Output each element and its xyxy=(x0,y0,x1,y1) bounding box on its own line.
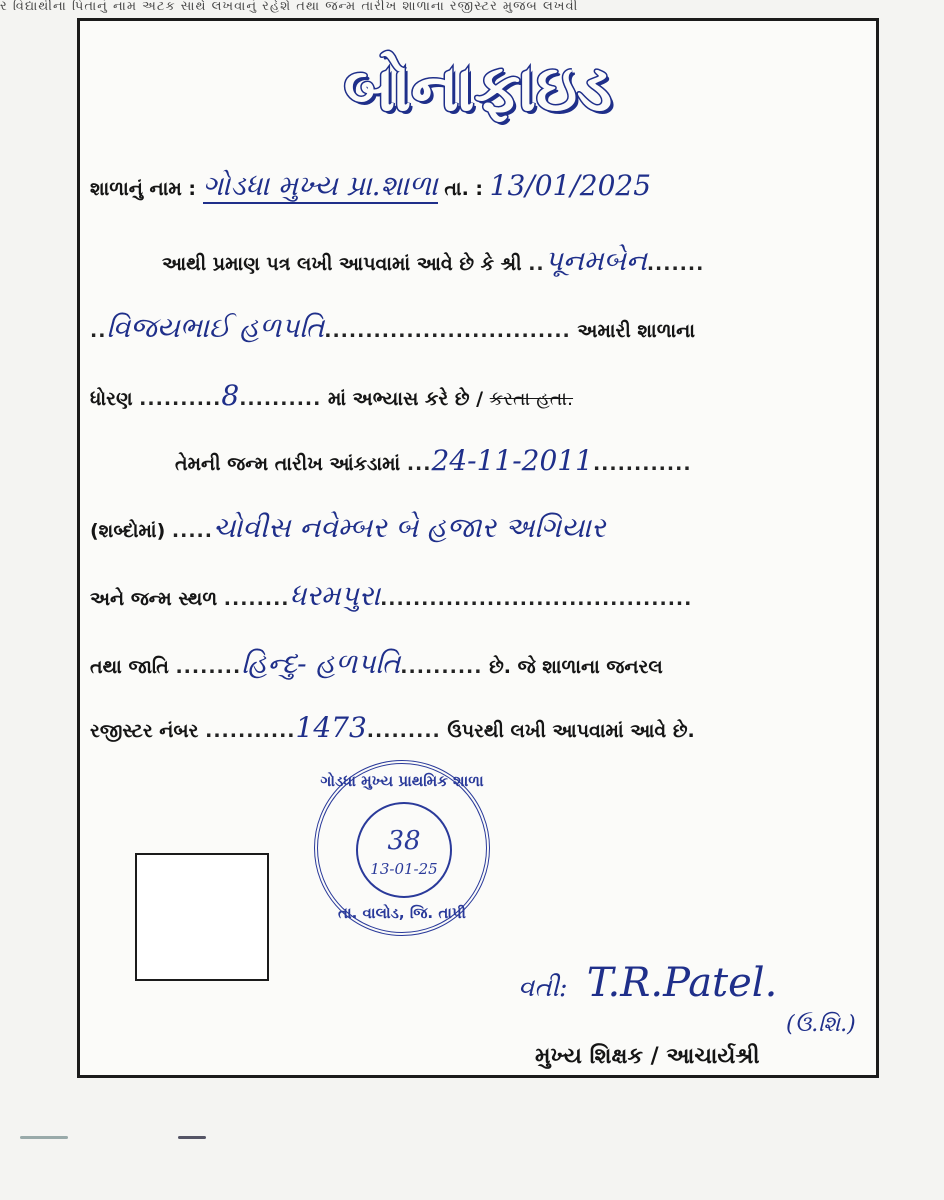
signature-note: (ઉ.શિ.) xyxy=(786,1012,856,1037)
certificate-title: બોનાફાઇડ xyxy=(343,52,613,126)
dob-value: 24-11-2011 xyxy=(431,444,593,477)
standard-value: 8 xyxy=(221,379,240,412)
signature xyxy=(518,960,777,1006)
school-row xyxy=(90,171,651,204)
photo-box xyxy=(135,853,269,981)
our-school-text: અમારી શાળાના xyxy=(577,320,695,342)
header-strip-text: ર વિદ્યાર્થીના પિતાનું નામ અટક સાથે લખવાનું રહેશે તથા જન્મ તારીખ શાળાના રજીસ્ટર મુજબ લખવી xyxy=(0,0,579,14)
birthplace-row: અને જન્મ સ્થળ ........ધરમપુરા...................................... xyxy=(90,579,693,612)
student-name-row: ..વિજયભાઈ હળપતિ.............................. અમારી શાળાના xyxy=(90,311,695,344)
standard-struck-text: કરતા હતા. xyxy=(489,388,574,410)
paper-mark xyxy=(178,1136,206,1139)
standard-suffix: માં અભ્યાસ કરે છે / xyxy=(328,388,484,410)
school-stamp xyxy=(314,760,490,936)
dob-words: ચોવીસ નવેમ્બર બે હજાર અગિયાર xyxy=(212,511,606,544)
register-row: રજીસ્ટર નંબર ...........1473......... ઉપરથી લખી આપવામાં આવે છે. xyxy=(90,711,695,744)
standard-row: ધોરણ ..........8.......... માં અભ્યાસ કરે છે / કરતા હતા. xyxy=(90,379,574,412)
stamp-bottom-text: તા. વાલોડ, જિ. તાપી xyxy=(338,904,466,922)
dob-words-row: (શબ્દોમાં) .....ચોવીસ નવેમ્બર બે હજાર અગિયાર xyxy=(90,511,606,544)
dob-row: તેમની જન્મ તારીખ આંકડામાં ...24-11-2011............ xyxy=(175,444,692,477)
signature-name: T.R.Patel. xyxy=(586,960,778,1006)
school-name: ગોડધા મુખ્ય પ્રા.શાળા xyxy=(202,169,438,202)
intro-text: આથી પ્રમાણ પત્ર લખી આપવામાં આવે છે કે શ્રી xyxy=(162,253,522,275)
intro-row: આથી પ્રમાણ પત્ર લખી આપવામાં આવે છે કે શ્રી ..પૂનમબેન....... xyxy=(162,244,705,277)
date-value: 13/01/2025 xyxy=(489,169,652,202)
standard-label: ધોરણ xyxy=(90,388,133,410)
birthplace-value: ધરમપુરા xyxy=(289,579,381,612)
register-label: રજીસ્ટર નંબર xyxy=(90,720,199,742)
dob-label: તેમની જન્મ તારીખ આંકડામાં xyxy=(175,453,401,475)
caste-row: તથા જાતિ ........હિન્દુ- હળપતિ.......... છે. જે શાળાના જનરલ xyxy=(90,647,663,680)
student-first-name: પૂનમબેન xyxy=(544,244,647,277)
stamp-date: 13-01-25 xyxy=(370,860,438,878)
register-number: 1473 xyxy=(295,711,367,744)
school-label: શાળાનું નામ : xyxy=(90,178,196,200)
student-rest-name: વિજયભાઈ હળપતિ xyxy=(106,311,325,344)
paper-mark xyxy=(20,1136,68,1139)
caste-suffix: છે. જે શાળાના જનરલ xyxy=(489,656,663,678)
stamp-inner-circle xyxy=(356,802,452,898)
stamp-top-text: ગોડધા મુખ્ય પ્રાથમિક શાળા xyxy=(320,772,484,790)
caste-label: તથા જાતિ xyxy=(90,656,169,678)
caste-value: હિન્દુ- હળપતિ xyxy=(241,647,401,680)
birthplace-label: અને જન્મ સ્થળ xyxy=(90,588,218,610)
stamp-number: 38 xyxy=(387,826,421,856)
date-label: તા. : xyxy=(444,178,483,200)
register-suffix: ઉપરથી લખી આપવામાં આવે છે. xyxy=(447,720,695,742)
words-label: (શબ્દોમાં) xyxy=(90,520,166,542)
signature-prefix: વતી: xyxy=(518,973,568,1003)
signatory-designation: મુખ્ય શિક્ષક / આચાર્યશ્રી xyxy=(535,1044,760,1069)
